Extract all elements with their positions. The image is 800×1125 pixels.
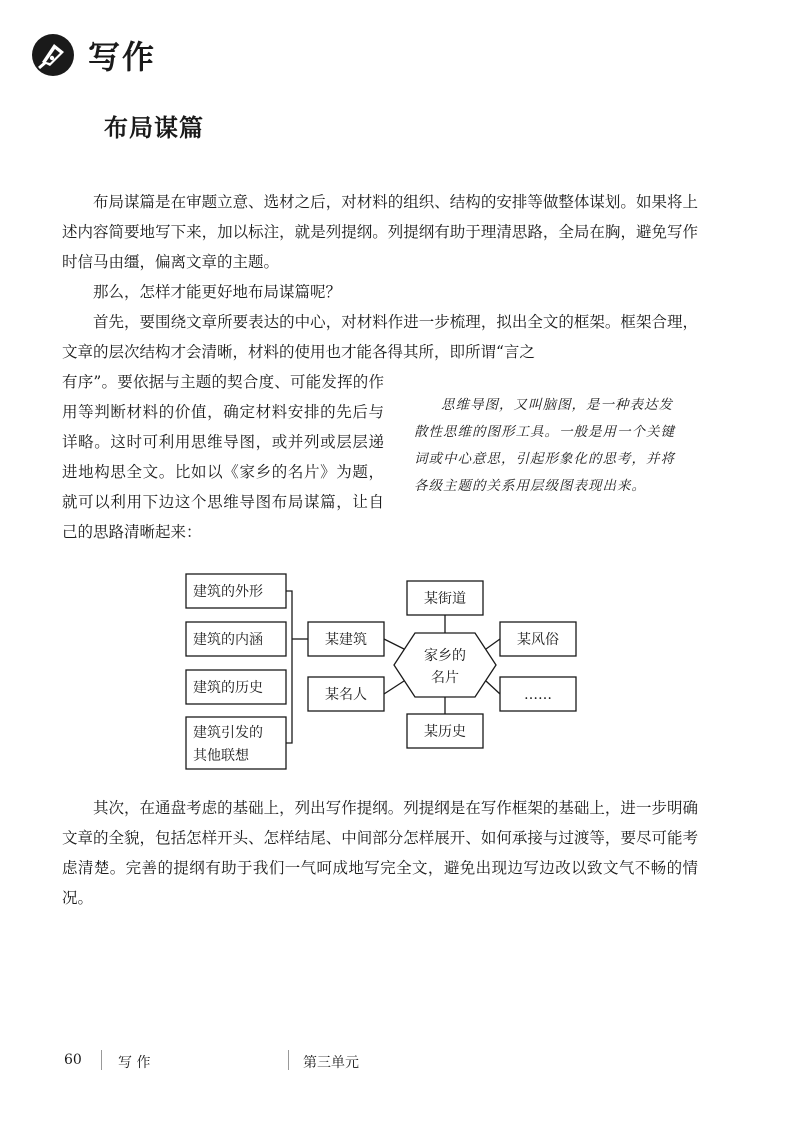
paragraph-outline: 其次，在通盘考虑的基础上，列出写作提纲。列提纲是在写作框架的基础上，进一步明确文章的全貌，包括怎样开头、怎样结尾、中间部分怎样展开、如何承接与过渡等，要尽可能考虑清楚。完善的提纲有助于我们一气呵成地写完全文，避免出现边写边改以致文气不畅的情况。 [62,799,698,907]
mindmap-node-custom: 某风俗 [517,632,559,648]
article-title: 布局谋篇 [104,114,204,142]
mindmap-connector-more [486,681,500,694]
mindmap-node-building: 某建筑 [325,632,367,648]
page-number: 60 [64,1052,82,1068]
mindmap-bracket [286,591,292,743]
mindmap-center-shape [394,633,496,697]
mindmap-node-more: …… [524,687,552,703]
paragraph-question: 那么，怎样才能更好地布局谋篇呢？ [93,283,342,301]
section-title: 写作 [88,38,157,76]
mindmap-connector-person [384,681,404,694]
mindmap-connector-custom [486,639,500,649]
mindmap-center-line2: 名片 [431,670,459,686]
mindmap-sub-1: 建筑的外形 [193,584,263,600]
mindmap-connector-building [384,639,404,649]
footer-divider [101,1050,102,1070]
mindmap-node-street: 某街道 [424,591,466,607]
mindmap-sub-2: 建筑的内涵 [193,632,263,648]
footer-unit: 第三单元 [303,1055,359,1071]
mindmap-center-line1: 家乡的 [424,648,466,664]
mindmap-sub-4-line2: 其他联想 [193,748,249,764]
mindmap-sub-4-line1: 建筑引发的 [193,725,263,741]
mindmap-node-history: 某历史 [424,724,466,740]
mindmap-node-person: 某名人 [325,687,367,703]
paragraph-framework-full: 首先，要围绕文章所要表达的中心，对材料作进一步梳理，拟出全文的框架。框架合理，文章的层次结构才会清晰，材料的使用也才能各得其所，即所谓“言之 [62,313,698,361]
paragraph-framework-wrap: 有序”。要依据与主题的契合度、可能发挥的作用等判断材料的价值，确定材料安排的先后与详略。这时可利用思维导图，或并列或层层递进地构思全文。比如以《家乡的名片》为题，就可以利用下边这个思维导图布局谋篇，让自己的思路清晰起来： [62,373,384,541]
footer-divider [288,1050,289,1070]
mindmap-sub-3: 建筑的历史 [193,680,263,696]
mindmap-definition-note: 思维导图，又叫脑图，是一种表达发散性思维的图形工具。一般是用一个关键词或中心意思，引起形象化的思考，并将各级主题的关系用层级图表现出来。 [414,397,675,494]
paragraph-intro: 布局谋篇是在审题立意、选材之后，对材料的组织、结构的安排等做整体谋划。如果将上述内容简要地写下来，加以标注，就是列提纲。列提纲有助于理清思路，全局在胸，避免写作时信马由缰，偏离文章的主题。 [62,193,698,271]
footer-section: 写 作 [118,1055,151,1071]
